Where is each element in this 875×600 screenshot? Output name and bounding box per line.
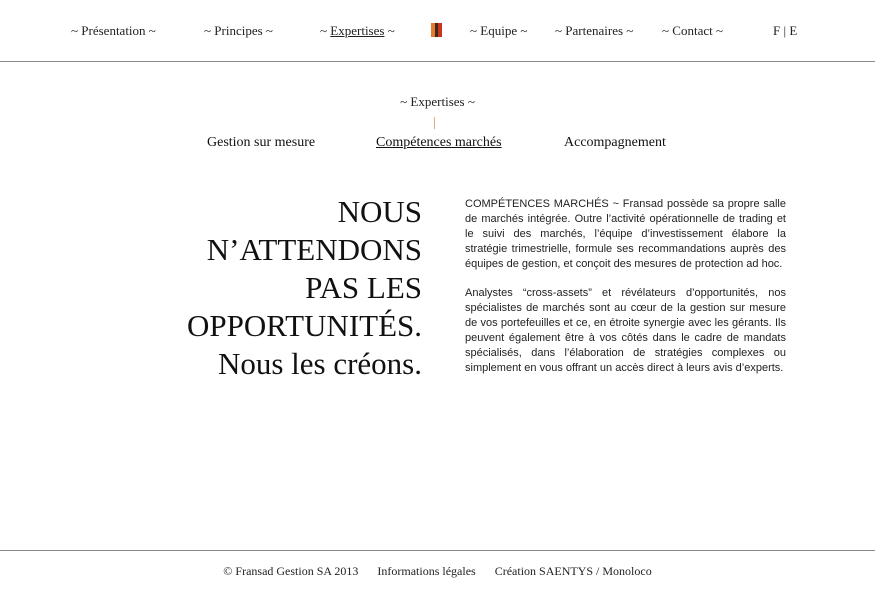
- headline-line: PAS LES: [305, 270, 422, 305]
- top-navigation: [0, 0, 875, 62]
- nav-item-equipe[interactable]: ~ Equipe ~: [470, 23, 528, 38]
- footer: [0, 550, 875, 600]
- submenu-link-gestion-sur-mesure[interactable]: Gestion sur mesure: [207, 135, 316, 150]
- footer-legal-link[interactable]: Informations légales: [377, 564, 476, 578]
- nav-item-expertises-prefix: ~: [320, 23, 331, 38]
- nav-item-expertises-suffix: ~: [384, 23, 395, 38]
- lang-separator: |: [780, 23, 790, 38]
- headline-line: N’ATTENDONS: [206, 232, 422, 267]
- headline: [122, 193, 422, 383]
- logo-bar-right: [438, 23, 442, 37]
- headline-line: NOUS: [337, 194, 422, 229]
- nav-item-expertises[interactable]: [320, 23, 395, 39]
- fransad-logo-icon[interactable]: [431, 23, 442, 37]
- content-paragraph: Analystes “cross-assets” et révélateurs d’opportunités, nos spécialistes de marchés sont au cœur de la gestion sur mesure de vos portefeuilles et ce, en étroite synergie avec les gérants. Ils peuvent également être à vos côtés dans le cadre de mandats spécialisés, dans l’élaboration de stratégies complexes ou simplement en vous offrant un accès direct à leurs avis d’experts.: [465, 287, 786, 374]
- language-switcher: [773, 23, 797, 39]
- nav-item-principes[interactable]: ~ Principes ~: [204, 23, 273, 38]
- headline-line: OPPORTUNITÉS.: [187, 308, 422, 343]
- footer-credits-link[interactable]: Création SAENTYS / Monoloco: [494, 564, 652, 578]
- nav-item-expertises-label: Expertises: [330, 23, 385, 38]
- lang-en-link[interactable]: E: [789, 23, 798, 38]
- footer-copyright: © Fransad Gestion SA 2013: [223, 564, 359, 578]
- content-body: [465, 197, 786, 390]
- nav-item-presentation[interactable]: ~ Présentation ~: [71, 23, 156, 38]
- content-paragraph: COMPÉTENCES MARCHÉS ~ Fransad possède sa propre salle de marchés intégrée. Outre l’activité opérationnelle de trading et le suivi des marchés, l’équipe d’investissement élabore la stratégie trimestrielle, formule ses recommandations auprès des équipes de gestion, et conçoit des mesures de protection ad hoc.: [465, 198, 786, 270]
- headline-line: Nous les créons.: [217, 346, 422, 381]
- nav-item-contact[interactable]: ~ Contact ~: [662, 23, 724, 38]
- lang-fr-link[interactable]: F: [773, 23, 781, 38]
- nav-item-partenaires[interactable]: ~ Partenaires ~: [555, 23, 634, 38]
- submenu-indicator-tick: [434, 117, 435, 129]
- submenu-link-accompagnement[interactable]: Accompagnement: [564, 135, 666, 150]
- submenu-link-competences-marches[interactable]: Compétences marchés: [376, 135, 502, 150]
- submenu-title: ~ Expertises ~: [400, 94, 475, 109]
